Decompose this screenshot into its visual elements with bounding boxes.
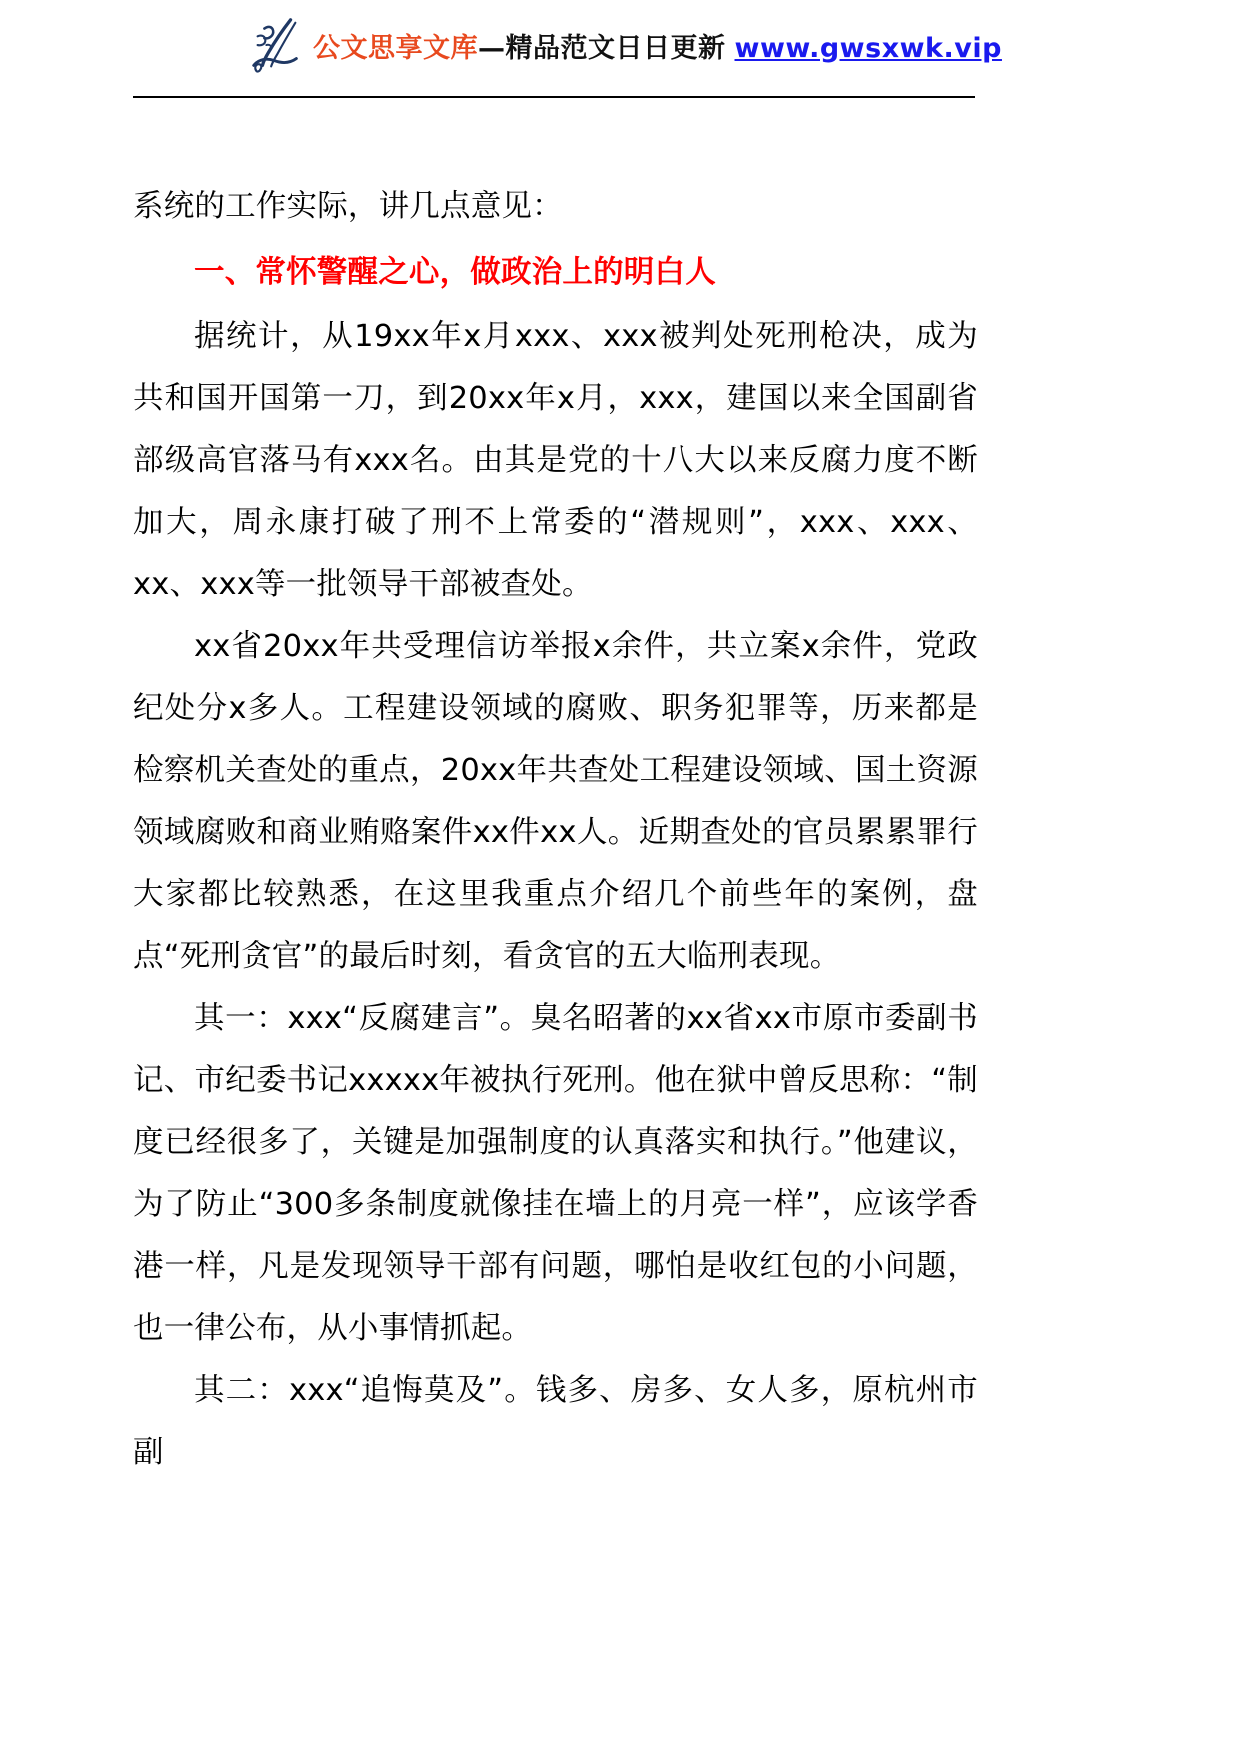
header-divider-rule [133,96,975,98]
paragraph-continuation: 系统的工作实际，讲几点意见： [133,189,563,224]
paragraph-case-two: 其二：xxx“追悔莫及”。钱多、房多、女人多，原杭州市副 [133,1373,978,1470]
paragraph-case-one: 其一：xxx“反腐建言”。臭名昭著的xx省xx市原市委副书记、市纪委书记xxxxx年被执行死刑。他在狱中曾反思称：“制度已经很多了，关键是加强制度的认真落实和执行。”他建议，为了防止“300多条制度就像挂在墙上的月亮一样”，应该学香港一样，凡是发现领导干部有问题，哪怕是收红包的小问题，也一律公布，从小事情抓起。 [133,1001,978,1346]
document-body [133,176,978,1484]
brand-lockup [313,32,1002,64]
brand-url-link[interactable]: www.gwsxwk.vip [734,32,1002,64]
brand-name: 公文思享文库 [313,32,478,64]
brand-tagline: —精品范文日日更新 [478,32,726,64]
section-heading-one: 一、常怀警醒之心，做政治上的明白人 [194,255,716,290]
quill-pen-logo-icon [245,15,307,77]
site-header-banner [0,0,1240,96]
paragraph-statistics: 据统计，从19xx年x月xxx、xxx被判处死刑枪决，成为共和国开国第一刀，到20xx年x月，xxx，建国以来全国副省部级高官落马有xxx名。由其是党的十八大以来反腐力度不断加大，周永康打破了刑不上常委的“潜规则”，xxx、xxx、xx、xxx等一批领导干部被查处。 [133,319,978,602]
paragraph-province-cases: xx省20xx年共受理信访举报x余件，共立案x余件，党政纪处分x多人。工程建设领域的腐败、职务犯罪等，历来都是检察机关查处的重点，20xx年共查处工程建设领域、国土资源领域腐败和商业贿赂案件xx件xx人。近期查处的官员累累罪行大家都比较熟悉，在这里我重点介绍几个前些年的案例，盘点“死刑贪官”的最后时刻，看贪官的五大临刑表现。 [133,629,978,974]
